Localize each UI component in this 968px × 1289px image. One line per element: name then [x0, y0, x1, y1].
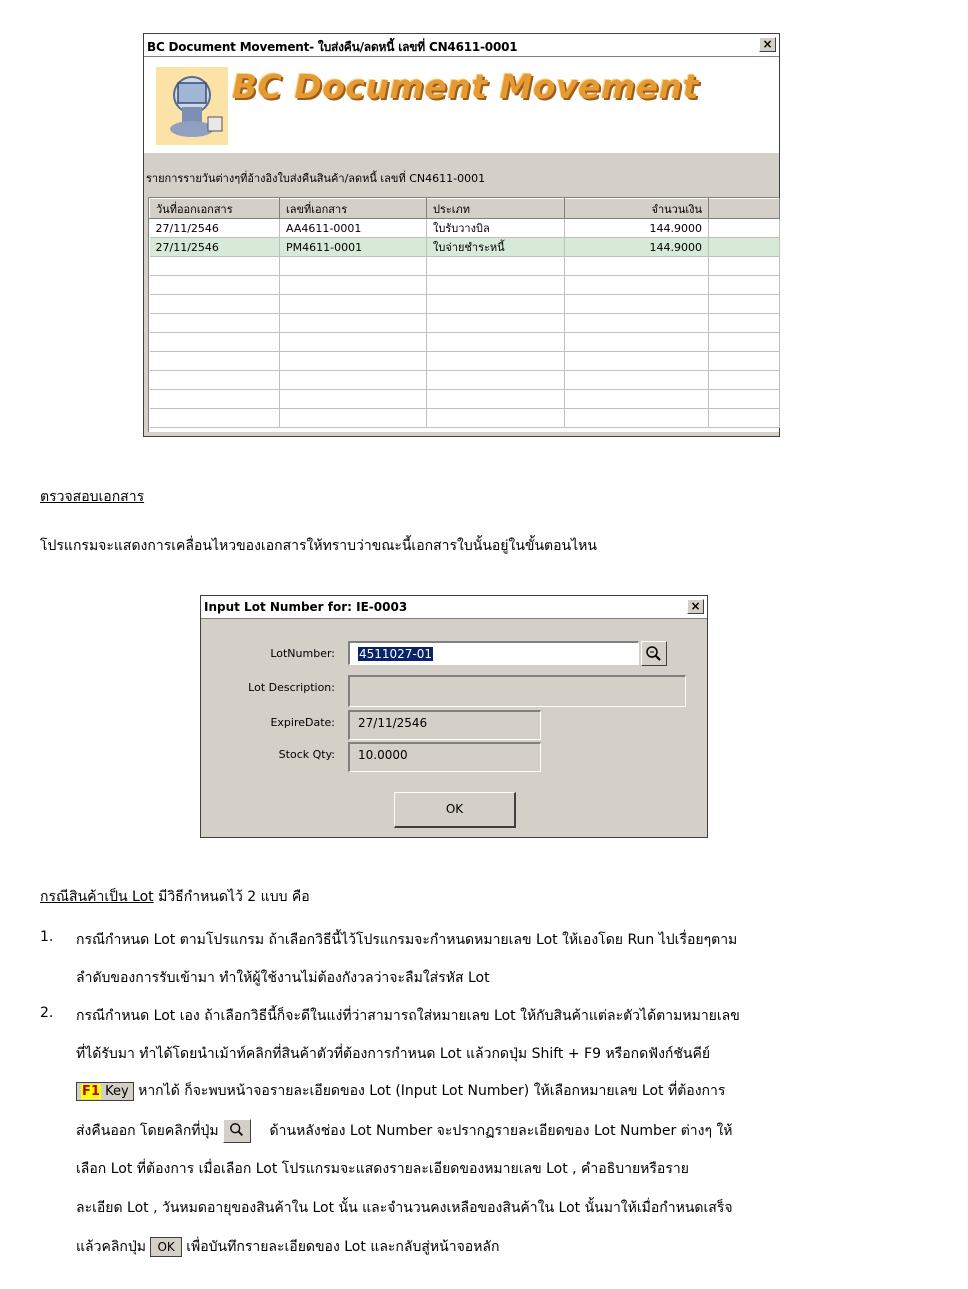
- column-header[interactable]: ประเภท: [427, 199, 565, 219]
- section-heading-check-document: ตรวจสอบเอกสาร: [40, 489, 145, 505]
- lot-number-field[interactable]: [348, 641, 639, 665]
- list-item-number: 2.: [40, 1005, 54, 1021]
- dialog-titlebar: [201, 596, 707, 619]
- lot-description-field[interactable]: [348, 675, 686, 707]
- computer-person-logo-icon: [156, 67, 228, 145]
- cell-date: 27/11/2546: [150, 238, 280, 257]
- cell-doc-no: PM4611-0001: [280, 238, 427, 257]
- close-button[interactable]: ×: [687, 599, 704, 614]
- column-header[interactable]: วันที่ออกเอกสาร: [150, 199, 280, 219]
- list-item-text: เลือก Lot ที่ต้องการ เมื่อเลือก Lot โปรแกรมจะแสดงรายละเอียดของหมายเลข Lot , คำอธิบายหรือราย: [76, 1161, 689, 1177]
- list-item-text: ที่ได้รับมา ทำได้โดยนำเม้าท์คลิกที่สินค้าตัวที่ต้องการกำหนด Lot แล้วกดปุ่ม Shift + F9 หรือกดฟังก์ชันคีย์: [76, 1046, 711, 1062]
- column-header[interactable]: เลขที่เอกสาร: [280, 199, 427, 219]
- cell-amount: 144.9000: [565, 219, 709, 238]
- list-item-text: กรณีกำหนด Lot ตามโปรแกรม ถ้าเลือกวิธีนี้ไว้โปรแกรมจะกำหนดหมายเลข Lot ให้เองโดย Run ไปเรื่อยๆตาม: [76, 932, 738, 948]
- column-header[interactable]: [709, 199, 780, 219]
- list-item-text: ลำดับของการรับเข้ามา ทำให้ผู้ใช้งานไม่ต้องกังวลว่าจะลืมใส่รหัส Lot: [76, 970, 490, 986]
- table-row[interactable]: [150, 219, 780, 238]
- banner: [144, 57, 779, 153]
- lookup-button[interactable]: [641, 641, 667, 666]
- f1-key-rest: Key: [100, 1084, 129, 1099]
- lot-description-label: Lot Description:: [248, 681, 335, 694]
- lookup-magnifier-icon: [223, 1119, 251, 1143]
- stock-qty-label: Stock Qty:: [278, 748, 335, 761]
- stock-qty-field: 10.0000: [348, 742, 541, 772]
- list-item-text-part: ด้านหลังช่อง Lot Number จะปรากฏรายละเอียดของ Lot Number ต่างๆ ให้: [269, 1123, 733, 1139]
- list-item-text-part: เพื่อบันทึกรายละเอียดของ Lot และกลับสู่หน้าจอหลัก: [186, 1239, 500, 1255]
- cell-type: ใบจ่ายชำระหนี้: [427, 238, 565, 257]
- list-item-text-cont: หากได้ ก็จะพบหน้าจอรายละเอียดของ Lot (Input Lot Number) ให้เลือกหมายเลข Lot ที่ต้องการ: [133, 1083, 726, 1099]
- section2-intro: [40, 886, 310, 908]
- table-row-empty: [150, 352, 780, 371]
- column-header[interactable]: จำนวนเงิน: [565, 199, 709, 219]
- cell-amount: 144.9000: [565, 238, 709, 257]
- section2-intro-rest: มีวิธีกำหนดไว้ 2 แบบ คือ: [153, 889, 310, 905]
- list-item-text: ละเอียด Lot , วันหมดอายุของสินค้าใน Lot นั้น และจำนวนคงเหลือของสินค้าใน Lot นั้นมาให้เมื่อกำหนดเสร็จ: [76, 1200, 733, 1216]
- window-titlebar: [144, 34, 779, 57]
- table-row-empty: [150, 333, 780, 352]
- list-item-text-part: ส่งคืนออก โดยคลิกที่ปุ่ม: [76, 1123, 219, 1139]
- window-title: BC Document Movement- ใบส่งคืน/ลดหนี้ เลขที่ CN4611-0001: [147, 40, 518, 54]
- list-item-text: [76, 1236, 499, 1258]
- lot-number-value: 4511027-01: [359, 647, 433, 661]
- lookup-magnifier-icon: [645, 645, 663, 663]
- close-button[interactable]: ×: [759, 37, 776, 52]
- expire-date-field: 27/11/2546: [348, 710, 541, 740]
- input-lot-number-dialog: [200, 595, 708, 838]
- lot-number-label: LotNumber:: [270, 647, 335, 660]
- f1-key-label: F1: [82, 1084, 100, 1099]
- dialog-title: Input Lot Number for: IE-0003: [204, 600, 408, 614]
- grid-caption: รายการรายวันต่างๆที่อ้างอิงใบส่งคืนสินค้า/ลดหนี้ เลขที่ CN4611-0001: [146, 172, 486, 185]
- ok-button[interactable]: OK: [394, 792, 516, 828]
- cell-empty: [709, 219, 780, 238]
- list-item-text: กรณีกำหนด Lot เอง ถ้าเลือกวิธีนี้ก็จะดีในแง่ที่ว่าสามารถใส่หมายเลข Lot ให้กับสินค้าแต่ละตัวได้ตามหมายเลข: [76, 1008, 740, 1024]
- document-movement-window: [143, 33, 780, 437]
- list-item-text: [76, 1119, 733, 1143]
- list-item-text-part: แล้วคลิกปุ่ม: [76, 1239, 146, 1255]
- list-item-number: 1.: [40, 929, 54, 945]
- section-text-check-document: โปรแกรมจะแสดงการเคลื่อนไหวของเอกสารให้ทราบว่าขณะนี้เอกสารใบนั้นอยู่ในขั้นตอนไหน: [40, 538, 597, 554]
- f1-key-badge: [76, 1082, 134, 1101]
- cell-doc-no: AA4611-0001: [280, 219, 427, 238]
- section-heading-lot: กรณีสินค้าเป็น Lot: [40, 889, 154, 905]
- ok-key-badge: OK: [150, 1237, 181, 1257]
- table-row-empty: [150, 390, 780, 409]
- movement-grid[interactable]: [148, 197, 779, 432]
- cell-type: ใบรับวางบิล: [427, 219, 565, 238]
- list-item-text: [76, 1080, 725, 1102]
- table-row[interactable]: [150, 238, 780, 257]
- table-row-empty: [150, 409, 780, 428]
- expire-date-label: ExpireDate:: [270, 716, 335, 729]
- table-row-empty: [150, 295, 780, 314]
- cell-empty: [709, 238, 780, 257]
- cell-date: 27/11/2546: [150, 219, 280, 238]
- grid-header: [150, 199, 780, 219]
- table-row-empty: [150, 371, 780, 390]
- banner-title: BC Document Movement: [232, 67, 699, 106]
- table-row-empty: [150, 257, 780, 276]
- table-row-empty: [150, 276, 780, 295]
- table-row-empty: [150, 314, 780, 333]
